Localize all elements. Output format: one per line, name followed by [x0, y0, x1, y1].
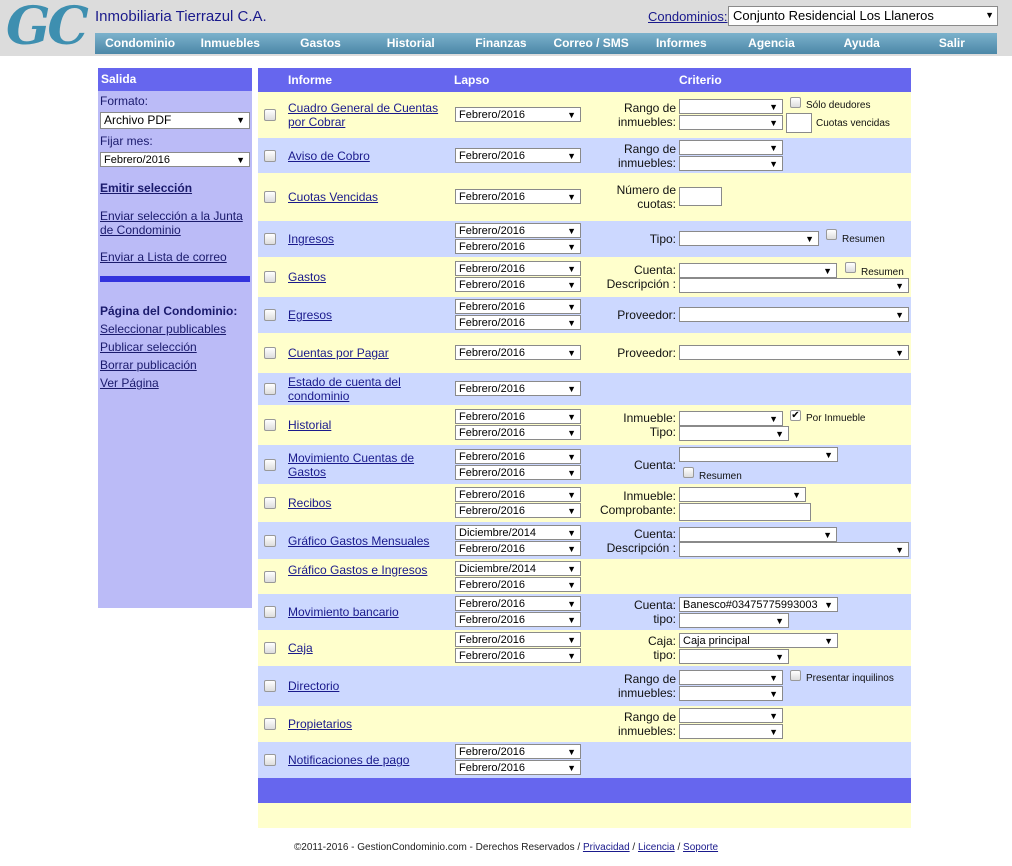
chevron-down-icon: ▼	[567, 318, 576, 328]
row-checkbox[interactable]	[264, 347, 276, 359]
nav-item-8[interactable]: Ayuda	[843, 36, 880, 50]
chevron-down-icon: ▼	[985, 10, 994, 20]
view-page-link[interactable]: Ver Página	[100, 376, 159, 390]
chevron-down-icon: ▼	[895, 310, 904, 320]
nav-item-5[interactable]: Correo / SMS	[553, 36, 629, 50]
table-row	[258, 405, 911, 445]
month-label: Fijar mes:	[100, 134, 153, 148]
period-select[interactable]	[455, 261, 581, 276]
criteria-label: tipo:	[653, 648, 676, 662]
period-select[interactable]	[455, 541, 581, 556]
condominio-select[interactable]	[728, 6, 998, 26]
month-select[interactable]	[100, 152, 250, 167]
descripcion-select[interactable]	[679, 542, 909, 557]
proveedor-select[interactable]	[679, 307, 909, 322]
table-row	[258, 522, 911, 559]
chevron-down-icon: ▼	[567, 563, 576, 574]
criteria-label: Caja:	[647, 634, 676, 648]
resumen-checkbox[interactable]	[826, 229, 837, 240]
chevron-down-icon: ▼	[567, 763, 576, 773]
period-select-value: Diciembre/2014	[459, 526, 537, 539]
period-select[interactable]	[455, 632, 581, 647]
period-select[interactable]	[455, 760, 581, 775]
criteria-label: Cuenta:	[633, 263, 676, 277]
format-select-value: Archivo PDF	[104, 113, 172, 127]
row-checkbox[interactable]	[264, 718, 276, 730]
table-row	[258, 138, 911, 173]
period-select[interactable]	[455, 239, 581, 254]
row-checkbox[interactable]	[264, 233, 276, 245]
row-checkbox[interactable]	[264, 191, 276, 203]
period-select-value: Febrero/2016	[459, 614, 526, 626]
criteria-label: inmuebles:	[617, 686, 676, 700]
row-checkbox[interactable]	[264, 754, 276, 766]
company-name: Inmobiliaria Tierrazul C.A.	[95, 8, 267, 25]
criteria-label: Rango de	[623, 141, 676, 156]
publish-selection-link[interactable]: Publicar selección	[100, 340, 197, 354]
chevron-down-icon: ▼	[236, 115, 245, 125]
chevron-down-icon: ▼	[567, 615, 576, 625]
row-checkbox[interactable]	[264, 459, 276, 471]
criteria-label: Tipo:	[649, 232, 676, 246]
cuotas-vencidas-label: Cuotas vencidas	[816, 118, 890, 129]
period-select[interactable]	[455, 561, 581, 576]
chevron-down-icon: ▼	[567, 110, 576, 120]
period-select[interactable]	[455, 487, 581, 502]
table-footer-row	[258, 803, 911, 828]
chevron-down-icon: ▼	[805, 234, 814, 244]
chevron-down-icon: ▼	[792, 490, 801, 500]
criteria-label: Cuenta:	[633, 526, 676, 541]
chevron-down-icon: ▼	[567, 579, 576, 590]
tipo-select[interactable]	[679, 231, 819, 246]
report-link[interactable]: Cuadro General de Cuentas por Cobrar	[288, 101, 439, 129]
chevron-down-icon: ▼	[775, 652, 784, 662]
report-link[interactable]: Aviso de Cobro	[288, 148, 370, 163]
period-select[interactable]	[455, 577, 581, 592]
cuotas-vencidas-input[interactable]	[786, 113, 812, 133]
range-to-select[interactable]	[679, 156, 783, 171]
chevron-down-icon: ▼	[824, 449, 833, 460]
period-select[interactable]	[455, 596, 581, 611]
chevron-down-icon: ▼	[567, 506, 576, 516]
criteria-label: Proveedor:	[617, 308, 676, 322]
report-link[interactable]: Gráfico Gastos e Ingresos	[288, 562, 428, 577]
month-select-value: Febrero/2016	[104, 154, 171, 166]
period-select-value: Febrero/2016	[459, 225, 526, 237]
range-to-select[interactable]	[679, 686, 783, 701]
chevron-down-icon: ▼	[824, 600, 833, 610]
chevron-down-icon: ▼	[769, 414, 778, 424]
table-footer-bar	[258, 778, 911, 803]
report-link[interactable]: Propietarios	[288, 717, 353, 731]
main-nav	[95, 33, 997, 54]
period-select-value: Febrero/2016	[459, 191, 526, 203]
criteria-label: cuotas:	[637, 197, 676, 211]
privacy-link[interactable]: Privacidad	[582, 842, 630, 853]
col-report-header: Informe	[288, 73, 333, 87]
period-select-value: Febrero/2016	[459, 149, 526, 162]
period-select[interactable]	[455, 744, 581, 759]
period-select[interactable]	[455, 503, 581, 518]
nav-item-0[interactable]: Condominio	[105, 36, 176, 50]
numero-cuotas-input[interactable]	[679, 187, 722, 206]
chevron-down-icon: ▼	[769, 711, 778, 721]
resumen-checkbox[interactable]	[845, 262, 856, 273]
chevron-down-icon: ▼	[567, 192, 576, 202]
range-from-select[interactable]	[679, 670, 783, 685]
period-select-value: Febrero/2016	[459, 347, 526, 359]
period-select-value: Febrero/2016	[459, 411, 526, 423]
proveedor-select[interactable]	[679, 345, 909, 360]
criteria-label: Descripción :	[606, 540, 676, 555]
chevron-down-icon: ▼	[567, 543, 576, 554]
period-select-value: Febrero/2016	[459, 746, 526, 758]
footer-copyright: ©2011-2016 - GestionCondominio.com - Derechos Reservados /	[293, 842, 581, 853]
chevron-down-icon: ▼	[567, 527, 576, 538]
table-row	[258, 484, 911, 522]
table-row	[258, 333, 911, 373]
footer: ©2011-2016 - GestionCondominio.com - Derechos Reservados / Privacidad / Licencia / Soporte	[293, 842, 719, 853]
chevron-down-icon: ▼	[769, 689, 778, 699]
report-link[interactable]: Directorio	[288, 679, 340, 693]
descripcion-select[interactable]	[679, 278, 909, 293]
criteria-label: Número de	[616, 183, 676, 197]
report-link[interactable]: Caja	[288, 641, 313, 655]
period-select[interactable]	[455, 465, 581, 480]
table-row	[258, 297, 911, 333]
period-select-value: Febrero/2016	[459, 542, 526, 555]
period-select-value: Febrero/2016	[459, 241, 526, 253]
presentar-inquilinos-checkbox[interactable]	[790, 670, 801, 681]
tipo-select[interactable]	[679, 649, 789, 664]
period-select-value: Febrero/2016	[459, 427, 526, 439]
chevron-down-icon: ▼	[567, 635, 576, 645]
period-select-value: Febrero/2016	[459, 650, 526, 662]
table-row	[258, 630, 911, 666]
chevron-down-icon: ▼	[895, 544, 904, 555]
table-row	[258, 92, 911, 138]
period-select-value: Febrero/2016	[459, 634, 526, 646]
condominio-select-value: Conjunto Residencial Los Llaneros	[733, 8, 934, 23]
sidebar	[98, 68, 252, 608]
report-link[interactable]: Historial	[288, 418, 332, 432]
period-select-value: Febrero/2016	[459, 762, 526, 774]
period-select[interactable]	[455, 107, 581, 122]
solo-deudores-checkbox[interactable]	[790, 97, 801, 108]
period-select-value: Febrero/2016	[459, 383, 526, 395]
report-link[interactable]: Movimiento Cuentas de Gastos	[288, 450, 415, 479]
resumen-label: Resumen	[861, 267, 904, 278]
chevron-down-icon: ▼	[895, 281, 904, 291]
nav-item-3[interactable]: Historial	[386, 36, 435, 50]
cuenta-select[interactable]	[679, 527, 837, 542]
chevron-down-icon: ▼	[567, 280, 576, 290]
criteria-label: tipo:	[653, 612, 676, 626]
chevron-down-icon: ▼	[769, 142, 778, 153]
period-select[interactable]	[455, 525, 581, 540]
table-row	[258, 594, 911, 630]
inmueble-select[interactable]	[679, 487, 806, 502]
report-link[interactable]: Ingresos	[288, 232, 335, 246]
license-link[interactable]: Licencia	[637, 842, 675, 853]
row-checkbox[interactable]	[264, 383, 276, 395]
period-select[interactable]	[455, 189, 581, 204]
range-from-select[interactable]	[679, 99, 783, 114]
chevron-down-icon: ▼	[567, 348, 576, 358]
table-row	[258, 257, 911, 297]
tipo-select[interactable]	[679, 426, 789, 441]
report-link[interactable]: Cuotas Vencidas	[288, 190, 379, 204]
chevron-down-icon: ▼	[895, 348, 904, 358]
period-select[interactable]	[455, 223, 581, 238]
resumen-label: Resumen	[699, 470, 742, 482]
send-board-link[interactable]: Enviar selección a la Junta de Condominio	[100, 209, 243, 237]
row-checkbox[interactable]	[264, 271, 276, 283]
row-checkbox[interactable]	[264, 606, 276, 618]
send-mailing-list-link[interactable]: Enviar a Lista de correo	[100, 250, 227, 264]
criteria-label: inmuebles:	[617, 115, 676, 129]
report-link[interactable]: Cuentas por Pagar	[288, 346, 389, 360]
period-select[interactable]	[455, 425, 581, 440]
period-select-value: Febrero/2016	[459, 505, 526, 517]
report-link[interactable]: Gastos	[288, 270, 327, 284]
period-select-value: Febrero/2016	[459, 263, 526, 275]
period-select-value: Febrero/2016	[459, 279, 526, 291]
row-checkbox[interactable]	[264, 109, 276, 121]
nav-item-4[interactable]: Finanzas	[475, 36, 527, 50]
period-select-value: Febrero/2016	[459, 598, 526, 610]
chevron-down-icon: ▼	[769, 727, 778, 737]
cuenta-select[interactable]	[679, 447, 838, 462]
period-select-value: Febrero/2016	[459, 317, 526, 329]
criteria-label: Descripción :	[606, 277, 676, 291]
chevron-down-icon: ▼	[769, 673, 778, 683]
support-link[interactable]: Soporte	[683, 842, 719, 853]
nav-item-9[interactable]: Salir	[938, 36, 965, 50]
chevron-down-icon: ▼	[567, 412, 576, 422]
chevron-down-icon: ▼	[769, 118, 778, 128]
table-row	[258, 445, 911, 484]
range-to-select[interactable]	[679, 115, 783, 130]
por-inmueble-checkbox[interactable]: ✔	[791, 410, 800, 421]
report-link[interactable]: Estado de cuenta del condominio	[288, 375, 401, 403]
criteria-label: Rango de	[623, 101, 676, 115]
nav-item-6[interactable]: Informes	[655, 36, 707, 50]
chevron-down-icon: ▼	[769, 158, 778, 169]
range-from-select[interactable]	[679, 708, 783, 723]
row-checkbox[interactable]	[264, 642, 276, 654]
criteria-label: Inmueble:	[623, 411, 676, 425]
chevron-down-icon: ▼	[567, 428, 576, 438]
col-criteria-header: Criterio	[679, 73, 722, 87]
report-link[interactable]: Recibos	[288, 496, 332, 510]
inmueble-select[interactable]	[679, 411, 783, 426]
cuenta-select[interactable]	[679, 597, 838, 612]
chevron-down-icon: ▼	[823, 266, 832, 276]
comprobante-input[interactable]	[679, 503, 811, 521]
period-select[interactable]	[455, 299, 581, 314]
nav-item-2[interactable]: Gastos	[300, 36, 341, 50]
table-row	[258, 559, 911, 594]
criteria-label: Tipo:	[649, 425, 676, 439]
period-select[interactable]	[455, 381, 581, 396]
period-select[interactable]	[455, 409, 581, 424]
row-checkbox[interactable]	[264, 150, 276, 162]
row-checkbox[interactable]	[264, 419, 276, 431]
chevron-down-icon: ▼	[567, 747, 576, 757]
criteria-label: Rango de	[623, 710, 676, 724]
chevron-down-icon: ▼	[775, 616, 784, 626]
period-select-value: Febrero/2016	[459, 466, 526, 479]
table-header	[258, 68, 911, 92]
period-select-value: Febrero/2016	[459, 489, 526, 501]
chevron-down-icon: ▼	[824, 636, 833, 646]
row-checkbox[interactable]	[264, 309, 276, 321]
delete-publication-link[interactable]: Borrar publicación	[100, 358, 197, 372]
period-select-value: Febrero/2016	[459, 450, 526, 463]
chevron-down-icon: ▼	[567, 651, 576, 661]
select-publishable-link[interactable]: Seleccionar publicables	[100, 322, 227, 336]
resumen-checkbox[interactable]	[683, 467, 694, 478]
table-row	[258, 706, 911, 742]
row-checkbox[interactable]	[264, 497, 276, 509]
period-select[interactable]	[455, 277, 581, 292]
cuenta-select[interactable]	[679, 263, 837, 278]
format-label: Formato:	[100, 94, 149, 108]
cuenta-select-value: Caja principal	[683, 635, 750, 647]
period-select[interactable]	[455, 612, 581, 627]
period-select-value: Febrero/2016	[459, 109, 526, 121]
resumen-label: Resumen	[842, 234, 885, 245]
chevron-down-icon: ▼	[567, 467, 576, 478]
chevron-down-icon: ▼	[769, 102, 778, 112]
chevron-down-icon: ▼	[567, 490, 576, 500]
chevron-down-icon: ▼	[567, 226, 576, 236]
nav-item-1[interactable]: Inmuebles	[200, 36, 260, 50]
period-select-value: Diciembre/2014	[459, 562, 537, 575]
table-row	[258, 666, 911, 706]
chevron-down-icon: ▼	[567, 384, 576, 394]
period-select-value: Febrero/2016	[459, 301, 526, 313]
criteria-label: Comprobante:	[599, 503, 676, 517]
range-to-select[interactable]	[679, 724, 783, 739]
period-select[interactable]	[455, 148, 581, 163]
col-period-header: Lapso	[454, 73, 490, 87]
row-checkbox[interactable]	[264, 680, 276, 692]
solo-deudores-label: Sólo deudores	[806, 100, 871, 111]
page-section-title: Página del Condominio:	[100, 304, 238, 318]
period-select[interactable]	[455, 648, 581, 663]
emit-selection-link[interactable]: Emitir selección	[100, 181, 193, 195]
format-select[interactable]	[100, 112, 250, 129]
row-checkbox[interactable]	[264, 571, 276, 583]
header	[0, 0, 1012, 56]
table-row	[258, 173, 911, 221]
table-row	[258, 742, 911, 778]
cuenta-select[interactable]	[679, 633, 838, 648]
criteria-label: Proveedor:	[617, 346, 676, 360]
criteria-label: Inmueble:	[623, 489, 676, 503]
report-link[interactable]: Notificaciones de pago	[288, 753, 410, 767]
table-row	[258, 221, 911, 257]
chevron-down-icon: ▼	[823, 529, 832, 540]
divider	[100, 276, 250, 282]
chevron-down-icon: ▼	[567, 302, 576, 312]
period-select[interactable]	[455, 315, 581, 330]
report-link[interactable]: Egresos	[288, 308, 333, 322]
table-row	[258, 373, 911, 405]
report-link[interactable]: Movimiento bancario	[288, 605, 399, 619]
chevron-down-icon: ▼	[567, 264, 576, 274]
report-link[interactable]: Gráfico Gastos Mensuales	[288, 533, 430, 548]
criteria-label: inmuebles:	[617, 155, 676, 170]
chevron-down-icon: ▼	[567, 451, 576, 462]
sidebar-title: Salida	[98, 68, 252, 91]
tipo-select[interactable]	[679, 613, 789, 628]
nav-item-7[interactable]: Agencia	[748, 36, 795, 50]
presentar-inquilinos-label: Presentar inquilinos	[806, 673, 894, 684]
criteria-label: Cuenta:	[633, 457, 676, 472]
row-checkbox[interactable]	[264, 535, 276, 547]
logo: GC	[6, 0, 86, 57]
period-select[interactable]	[455, 345, 581, 360]
criteria-label: inmuebles:	[617, 724, 676, 738]
chevron-down-icon: ▼	[567, 242, 576, 252]
criteria-label: Rango de	[623, 672, 676, 686]
por-inmueble-label: Por Inmueble	[806, 413, 866, 424]
period-select[interactable]	[455, 449, 581, 464]
period-select-value: Febrero/2016	[459, 578, 526, 591]
chevron-down-icon: ▼	[567, 150, 576, 161]
chevron-down-icon: ▼	[775, 429, 784, 439]
condominios-link[interactable]: Condominios:	[648, 9, 728, 24]
cuenta-select-value: Banesco#03475775993003	[683, 599, 818, 611]
criteria-label: Cuenta:	[633, 598, 676, 612]
chevron-down-icon: ▼	[567, 599, 576, 609]
chevron-down-icon: ▼	[236, 155, 245, 165]
range-from-select[interactable]	[679, 140, 783, 155]
